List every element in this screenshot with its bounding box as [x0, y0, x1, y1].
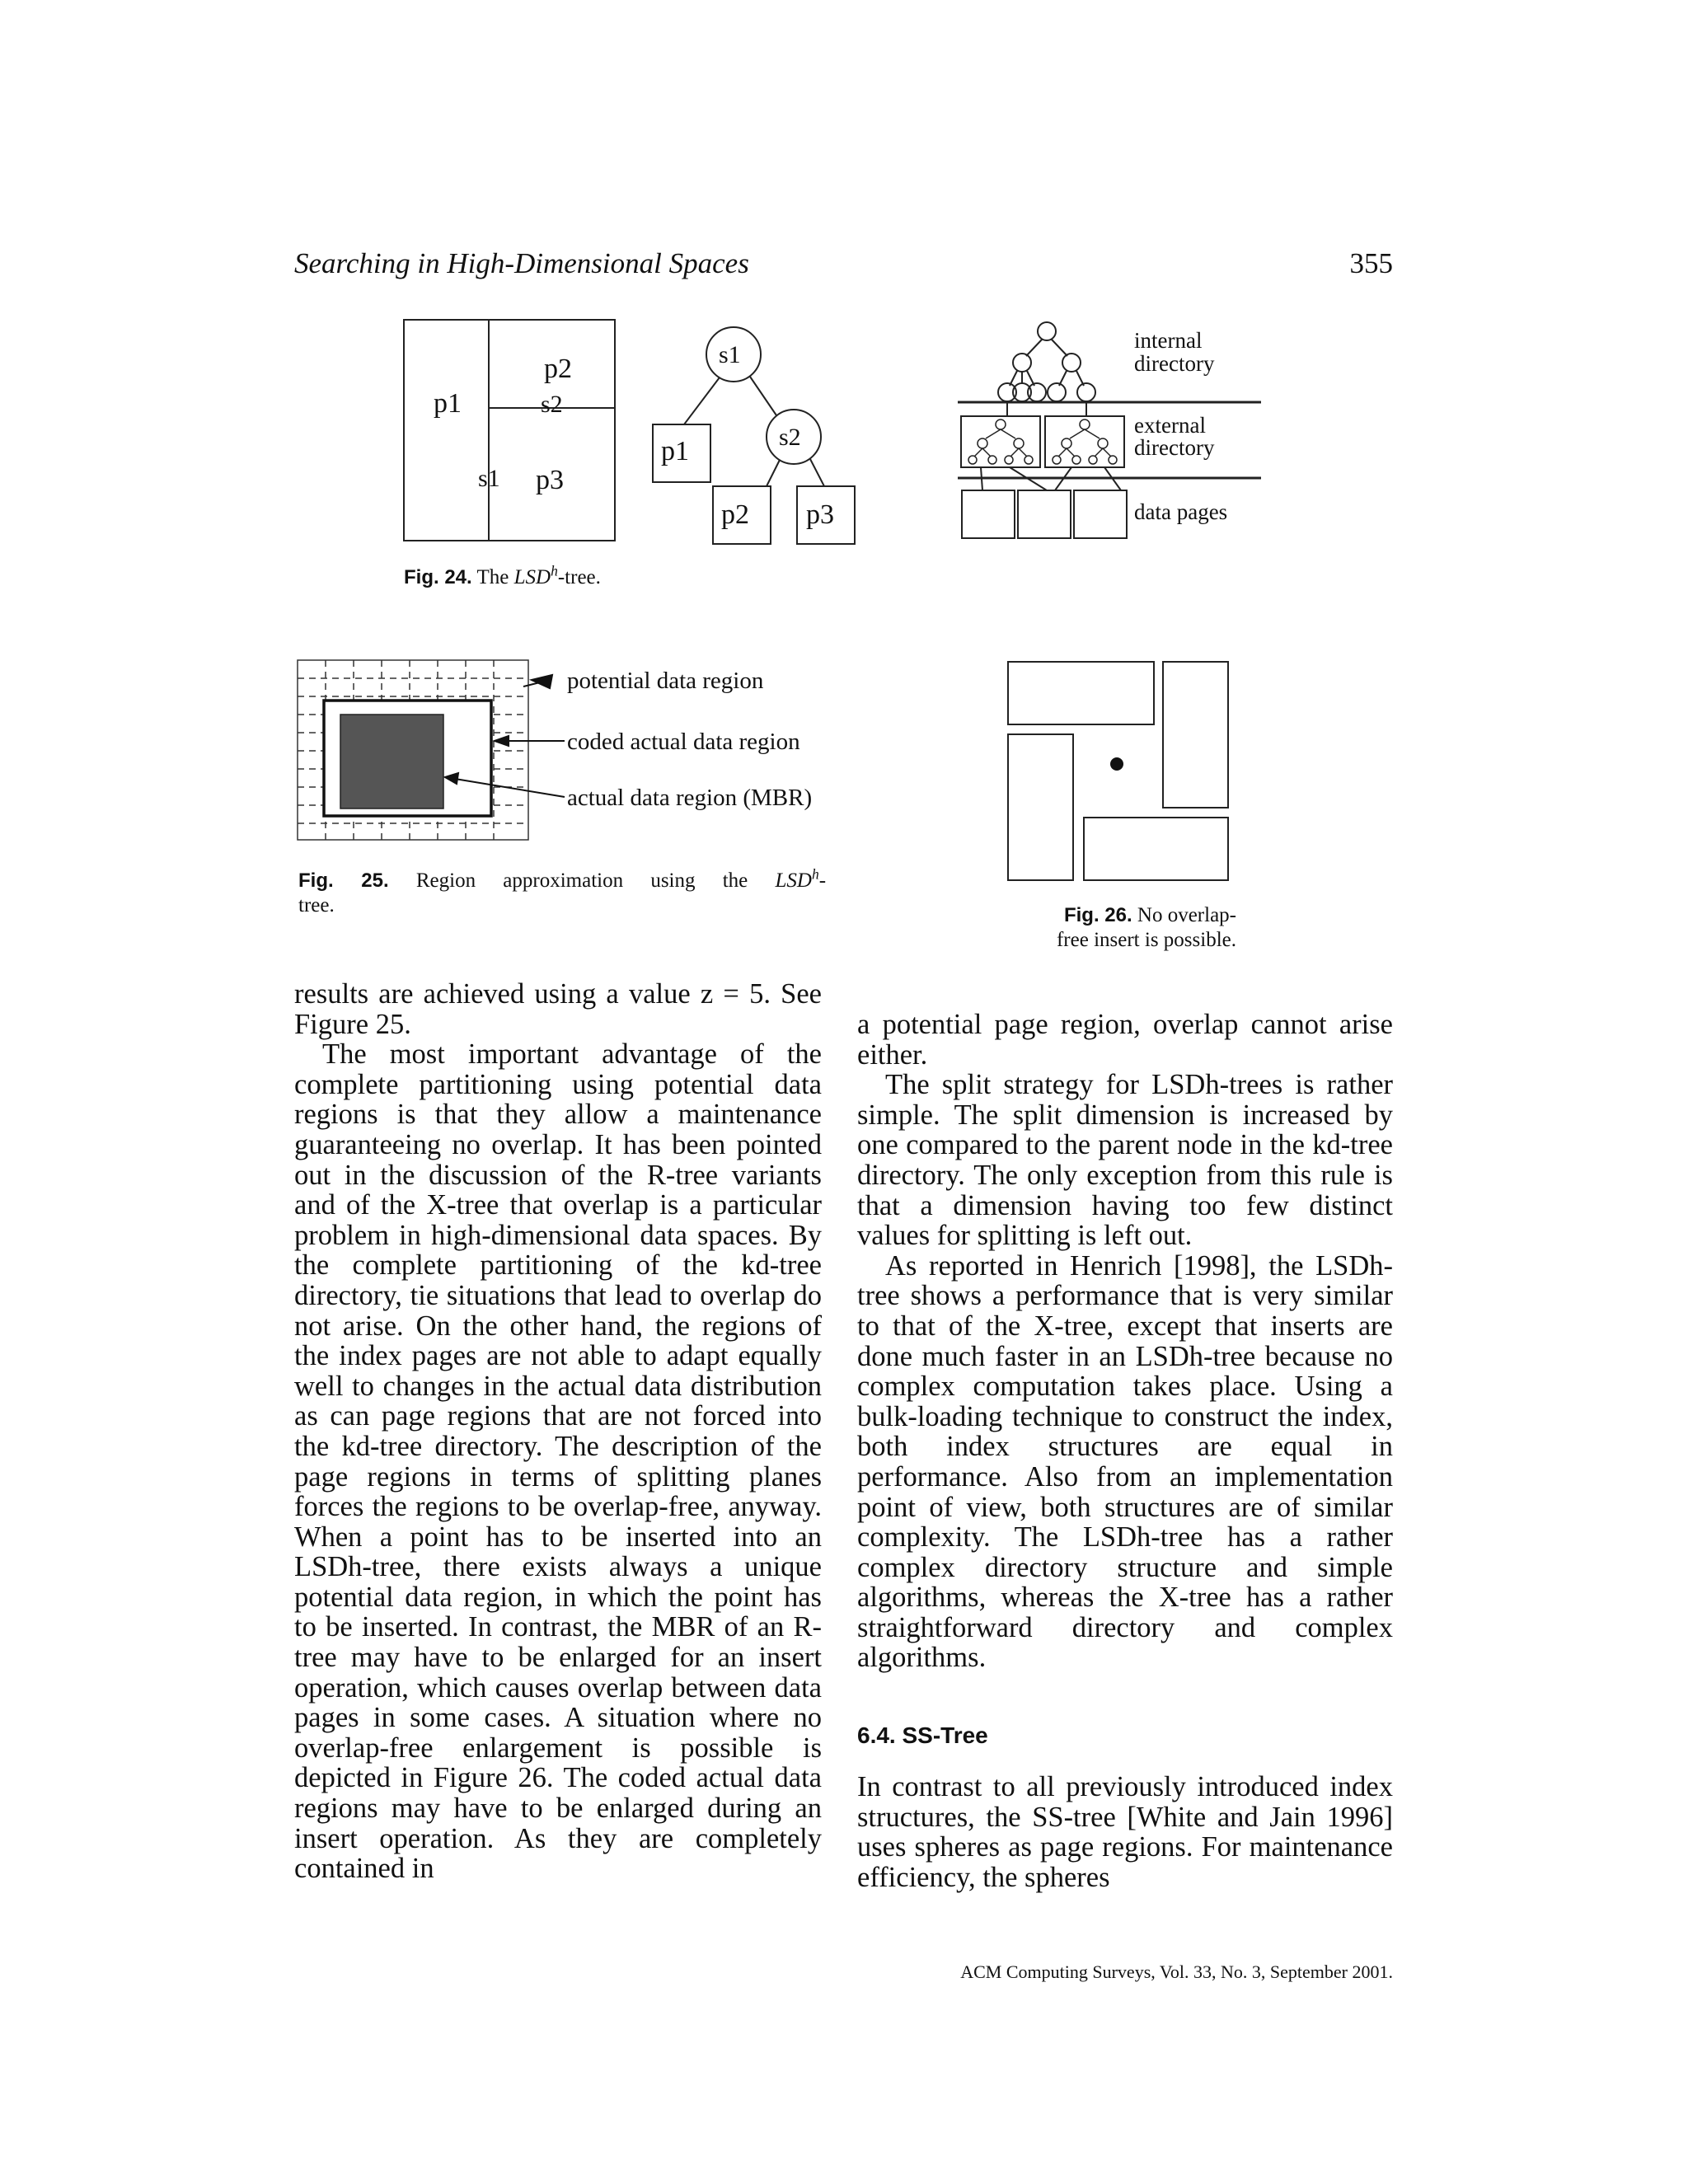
label-p3: p3 [536, 465, 564, 495]
figure-26 [1001, 655, 1240, 886]
node-label-s1: s1 [719, 341, 741, 368]
figure-25 [293, 655, 837, 845]
data-page-3 [1074, 490, 1127, 538]
page-number: 355 [1349, 247, 1393, 279]
section-heading: 6.4. SS-Tree [857, 1722, 988, 1748]
label-s2: s2 [541, 391, 563, 418]
page-region-right [1163, 662, 1228, 808]
running-title: Searching in High-Dimensional Spaces [294, 247, 749, 279]
left-paragraph-2: The most important advantage of the complete partitioning using potential data regions is that they allow a maintenance guaranteeing no overlap. It has been pointed out in the discussion of the R-tree variants and of the X-tree that overlap is a particular problem in high-dimensional data spaces. By the complete partitioning of the kd-tree directory, tie situations that lead to overlap do not arise. On the other hand, the regions of the index pages are not able to adapt equally well to changes in the actual data distribution as can page regions that are not forced into the kd-tree directory. The description of the page regions in terms of splitting planes forces the regions to be overlap-free, anyway. When a point has to be inserted into an LSDh-tree, there exists always a unique potential data region, in which the point has to be inserted. In contrast, the MBR of an R-tree may have to be enlarged for an insert operation, which causes overlap between data pages in some cases. A situation where no overlap-free enlargement is possible is depicted in Figure 26. The coded actual data regions may have to be enlarged during an insert operation. As they are completely contained in [294, 1038, 822, 1885]
right-paragraph-3: As reported in Henrich [1998], the LSDh-tree shows a performance that is very similar to that of the X-tree, except that inserts are done much faster in an LSDh-tree because no complex computation takes place. Using a bulk-loading technique to construct the index, both index structures are equal in performance. Also from an implementation point of view, both structures are of similar complexity. The LSDh-tree has a rather complex directory structure and simple algorithms, whereas the X-tree has a rather straightforward directory and complex algorithms. [857, 1249, 1393, 1674]
left-column [294, 979, 822, 1884]
left-paragraph-1: results are achieved using a value z = 5. See Figure 25. [294, 978, 822, 1040]
right-column-continued [857, 1772, 1393, 1892]
label-coded-actual-data-region: coded actual data region [567, 729, 800, 755]
internal-directory-label-2: directory [1134, 351, 1215, 376]
right-paragraph-4: In contrast to all previously introduced index structures, the SS-tree [White and Jain 1996] uses spheres as page regions. For maintenance efficiency, the spheres [857, 1771, 1393, 1893]
page-region-bottom [1084, 818, 1228, 880]
fig25-caption-line2: tree. [298, 894, 335, 916]
external-directory-page-2 [1045, 416, 1124, 467]
insert-point [1110, 757, 1123, 771]
external-directory-page-1 [961, 416, 1040, 467]
leaf-label-p2: p2 [721, 499, 749, 530]
external-directory-label: external [1134, 413, 1206, 438]
right-paragraph-1: a potential page region, overlap cannot arise either. [857, 1009, 1393, 1071]
fig25-caption: Fig. 25. Region approximation using the LSD$^h$- tree. [298, 865, 827, 916]
label-s1: s1 [478, 465, 500, 492]
label-potential-data-region: potential data region [567, 668, 764, 694]
page-region-top-left [1008, 662, 1154, 724]
label-p2: p2 [544, 354, 572, 384]
label-actual-data-region: actual data region (MBR) [567, 785, 813, 811]
actual-data-region-mbr [340, 715, 443, 808]
data-pages-label: data pages [1134, 499, 1228, 524]
label-p1: p1 [434, 388, 462, 419]
partition-box [404, 320, 615, 541]
arrow-potential [532, 675, 552, 688]
node-label-s2: s2 [779, 424, 801, 451]
figure-24 [396, 313, 1368, 552]
leaf-label-p3: p3 [806, 499, 834, 530]
internal-directory-label: internal [1134, 328, 1203, 353]
data-page-2 [1018, 490, 1071, 538]
right-column [857, 1010, 1393, 1673]
external-directory-label-2: directory [1134, 435, 1215, 460]
footer-citation: ACM Computing Surveys, Vol. 33, No. 3, September 2001. [960, 1961, 1393, 1982]
arrow-coded [495, 736, 509, 746]
fig24-caption: Fig. 24. The LSD$^h$-tree. [404, 562, 601, 588]
leaf-label-p1: p1 [661, 436, 689, 466]
page-region-left [1008, 734, 1073, 880]
fig26-caption: Fig. 26. No overlap- free insert is possible. [1056, 904, 1236, 951]
right-paragraph-2: The split strategy for LSDh-trees is rather simple. The split dimension is increased by one compared to the parent node in the kd-tree directory. The only exception from this rule is that a dimension having too few distinct values for splitting is left out. [857, 1069, 1393, 1252]
data-page-1 [962, 490, 1015, 538]
